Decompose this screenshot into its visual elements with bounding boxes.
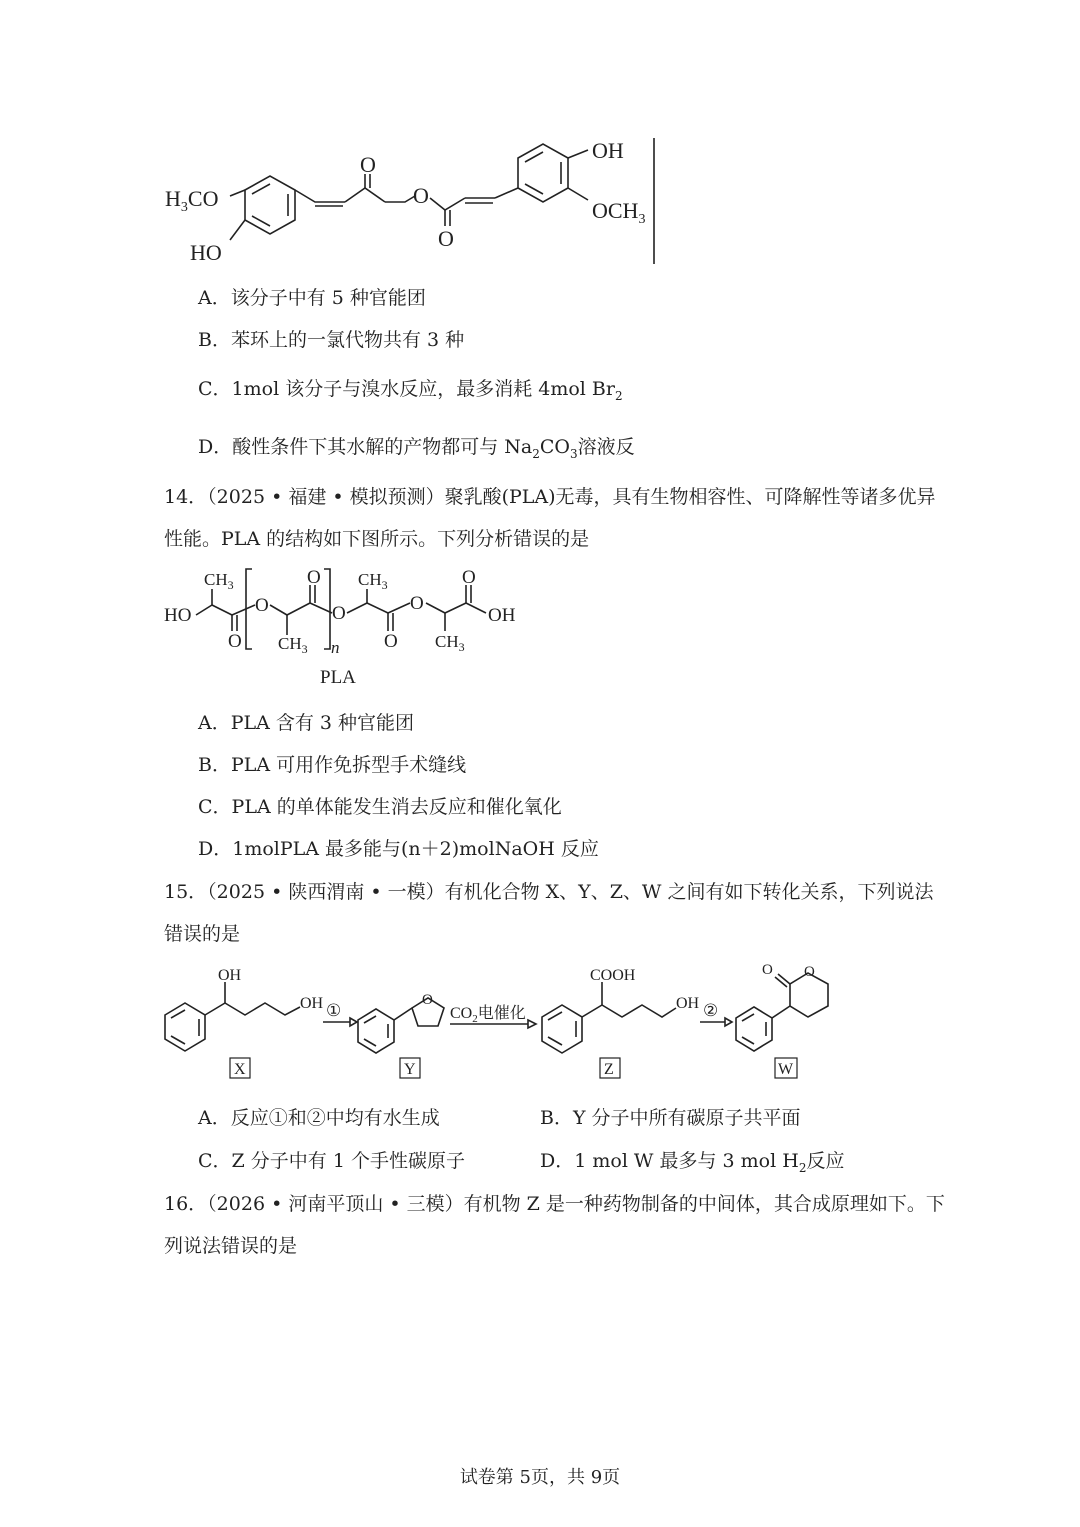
svg-text:CH3: $CH_3$	[358, 570, 388, 592]
svg-text:O: O	[332, 603, 346, 624]
q13-option-b: B．苯环上的一氯代物共有 3 种	[198, 329, 465, 351]
svg-text:①: ①	[326, 1001, 342, 1020]
svg-text:CH3: $CH_3$	[204, 570, 234, 592]
svg-text:OH: OH	[218, 967, 242, 984]
svg-text:O: O	[462, 567, 476, 588]
q14-option-b: B．PLA 可用作免拆型手术缝线	[198, 754, 467, 776]
q14-option-d: D．1molPLA 最多能与(n＋2)molNaOH 反应	[198, 838, 599, 860]
ho-label-left: HO	[190, 240, 222, 265]
svg-text:OH: OH	[488, 605, 516, 626]
q13-option-a: A．该分子中有 5 种官能团	[198, 287, 426, 309]
page-footer: 试卷第 5页，共 9页	[459, 1467, 621, 1488]
ketone-o-label: O	[360, 152, 376, 177]
compound-x-label: X	[234, 1061, 246, 1078]
q15-stem-line2: 错误的是	[164, 923, 241, 945]
svg-text:CO2电催化: $CO_2$电催化	[450, 1005, 526, 1025]
q14-stem-line1: 14．（2025 • 福建 • 模拟预测）聚乳酸(PLA)无毒，具有生物相容性、可降解性等诸多优异	[164, 486, 936, 508]
q16-stem-line2: 列说法错误的是	[164, 1235, 298, 1257]
q15-stem-line1: 15．（2025 • 陕西渭南 • 一模）有机化合物 X、Y、Z、W 之间有如下转化关系，下列说法	[164, 881, 934, 903]
ester-o-label: O	[413, 183, 429, 208]
oh-label-right: OH	[592, 138, 624, 163]
svg-text:O: O	[384, 631, 398, 652]
svg-text:HO: HO	[164, 605, 192, 626]
q14-stem-line2: 性能。PLA 的结构如下图所示。下列分析错误的是	[164, 528, 590, 550]
svg-text:n: n	[331, 638, 340, 655]
svg-text:O: O	[762, 962, 773, 978]
svg-text:OH: OH	[676, 995, 700, 1012]
q16-stem-line1: 16．（2026 • 河南平顶山 • 三模）有机物 Z 是一种药物制备的中间体，其合成原理如下。下	[164, 1193, 945, 1215]
q14-option-c: C．PLA 的单体能发生消去反应和催化氧化	[198, 796, 562, 818]
q13-structure-diagram	[160, 130, 670, 270]
svg-text:O: O	[255, 595, 269, 616]
svg-text:CH3: $CH_3$	[278, 634, 308, 655]
q15-option-b: B．Y 分子中所有碳原子共平面	[540, 1107, 801, 1129]
q14-figure-caption: PLA	[320, 667, 356, 688]
svg-text:②: ②	[703, 1001, 719, 1020]
q15-option-a: A．反应①和②中均有水生成	[198, 1107, 440, 1129]
q13-option-d: D．酸性条件下其水解的产物都可与 $Na_2CO_3$溶液反	[198, 436, 635, 461]
compound-y-label: Y	[404, 1061, 416, 1078]
svg-text:OH: OH	[300, 995, 324, 1012]
svg-text:O: O	[228, 631, 242, 652]
h3co-label: $H_3CO$	[165, 186, 219, 215]
q13-option-c: C．1mol 该分子与溴水反应，最多消耗 4mol $Br_2$	[198, 378, 623, 403]
svg-text:O: O	[307, 567, 321, 588]
ester-carbonyl-o-label: O	[438, 226, 454, 251]
svg-text:O: O	[422, 992, 433, 1008]
q15-option-d: D．1 mol W 最多与 3 mol $H_2$反应	[540, 1150, 845, 1175]
compound-w-label: W	[778, 1061, 794, 1078]
q15-option-c: C．Z 分子中有 1 个手性碳原子	[198, 1150, 465, 1172]
svg-text:COOH: COOH	[590, 967, 636, 984]
q14-pla-structure	[160, 565, 540, 655]
och3-label: $OCH_3$	[592, 198, 646, 227]
q14-option-a: A．PLA 含有 3 种官能团	[198, 712, 415, 734]
svg-text:CH3: $CH_3$	[435, 632, 465, 654]
q15-reaction-scheme	[160, 960, 850, 1085]
compound-z-label: Z	[604, 1061, 614, 1078]
svg-text:O: O	[804, 964, 815, 980]
svg-text:O: O	[410, 593, 424, 614]
